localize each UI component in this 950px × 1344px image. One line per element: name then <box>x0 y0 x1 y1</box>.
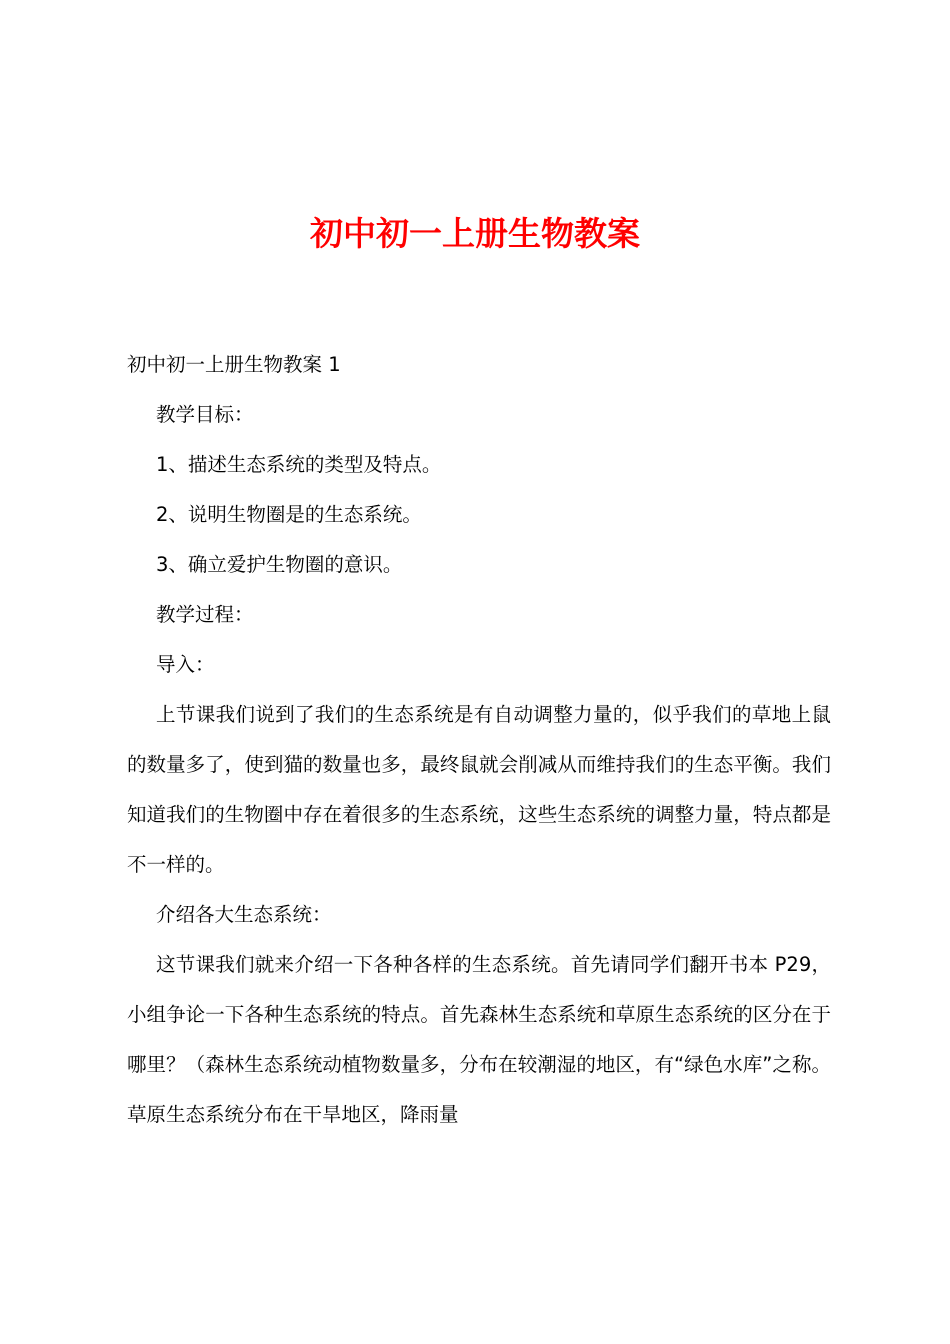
intro-paragraph: 上节课我们说到了我们的生态系统是有自动调整力量的，似乎我们的草地上鼠的数量多了，使到猫的数量也多，最终鼠就会削减从而维持我们的生态平衡。我们知道我们的生物圈中存在着很多的生态系统，这些生态系统的调整力量，特点都是不一样的。 <box>127 703 831 876</box>
systems-label: 介绍各大生态系统： <box>156 903 332 926</box>
objectives-label: 教学目标： <box>156 403 254 426</box>
process-label: 教学过程： <box>156 603 254 626</box>
objective-item: 2、说明生物圈是的生态系统。 <box>156 503 422 526</box>
document-title: 初中初一上册生物教案 <box>310 214 640 253</box>
objective-item: 3、确立爱护生物圈的意识。 <box>156 553 403 576</box>
document-body <box>127 340 831 1140</box>
systems-paragraph: 这节课我们就来介绍一下各种各样的生态系统。首先请同学们翻开书本 P29，小组争论一下各种生态系统的特点。首先森林生态系统和草原生态系统的区分在于哪里？（森林生态系统动植物数量多，分布在较潮湿的地区，有“绿色水库”之称。草原生态系统分布在干旱地区，降雨量 <box>127 953 831 1126</box>
intro-label: 导入： <box>156 653 215 676</box>
section-heading: 初中初一上册生物教案 1 <box>127 353 341 376</box>
objective-item: 1、描述生态系统的类型及特点。 <box>156 453 442 476</box>
